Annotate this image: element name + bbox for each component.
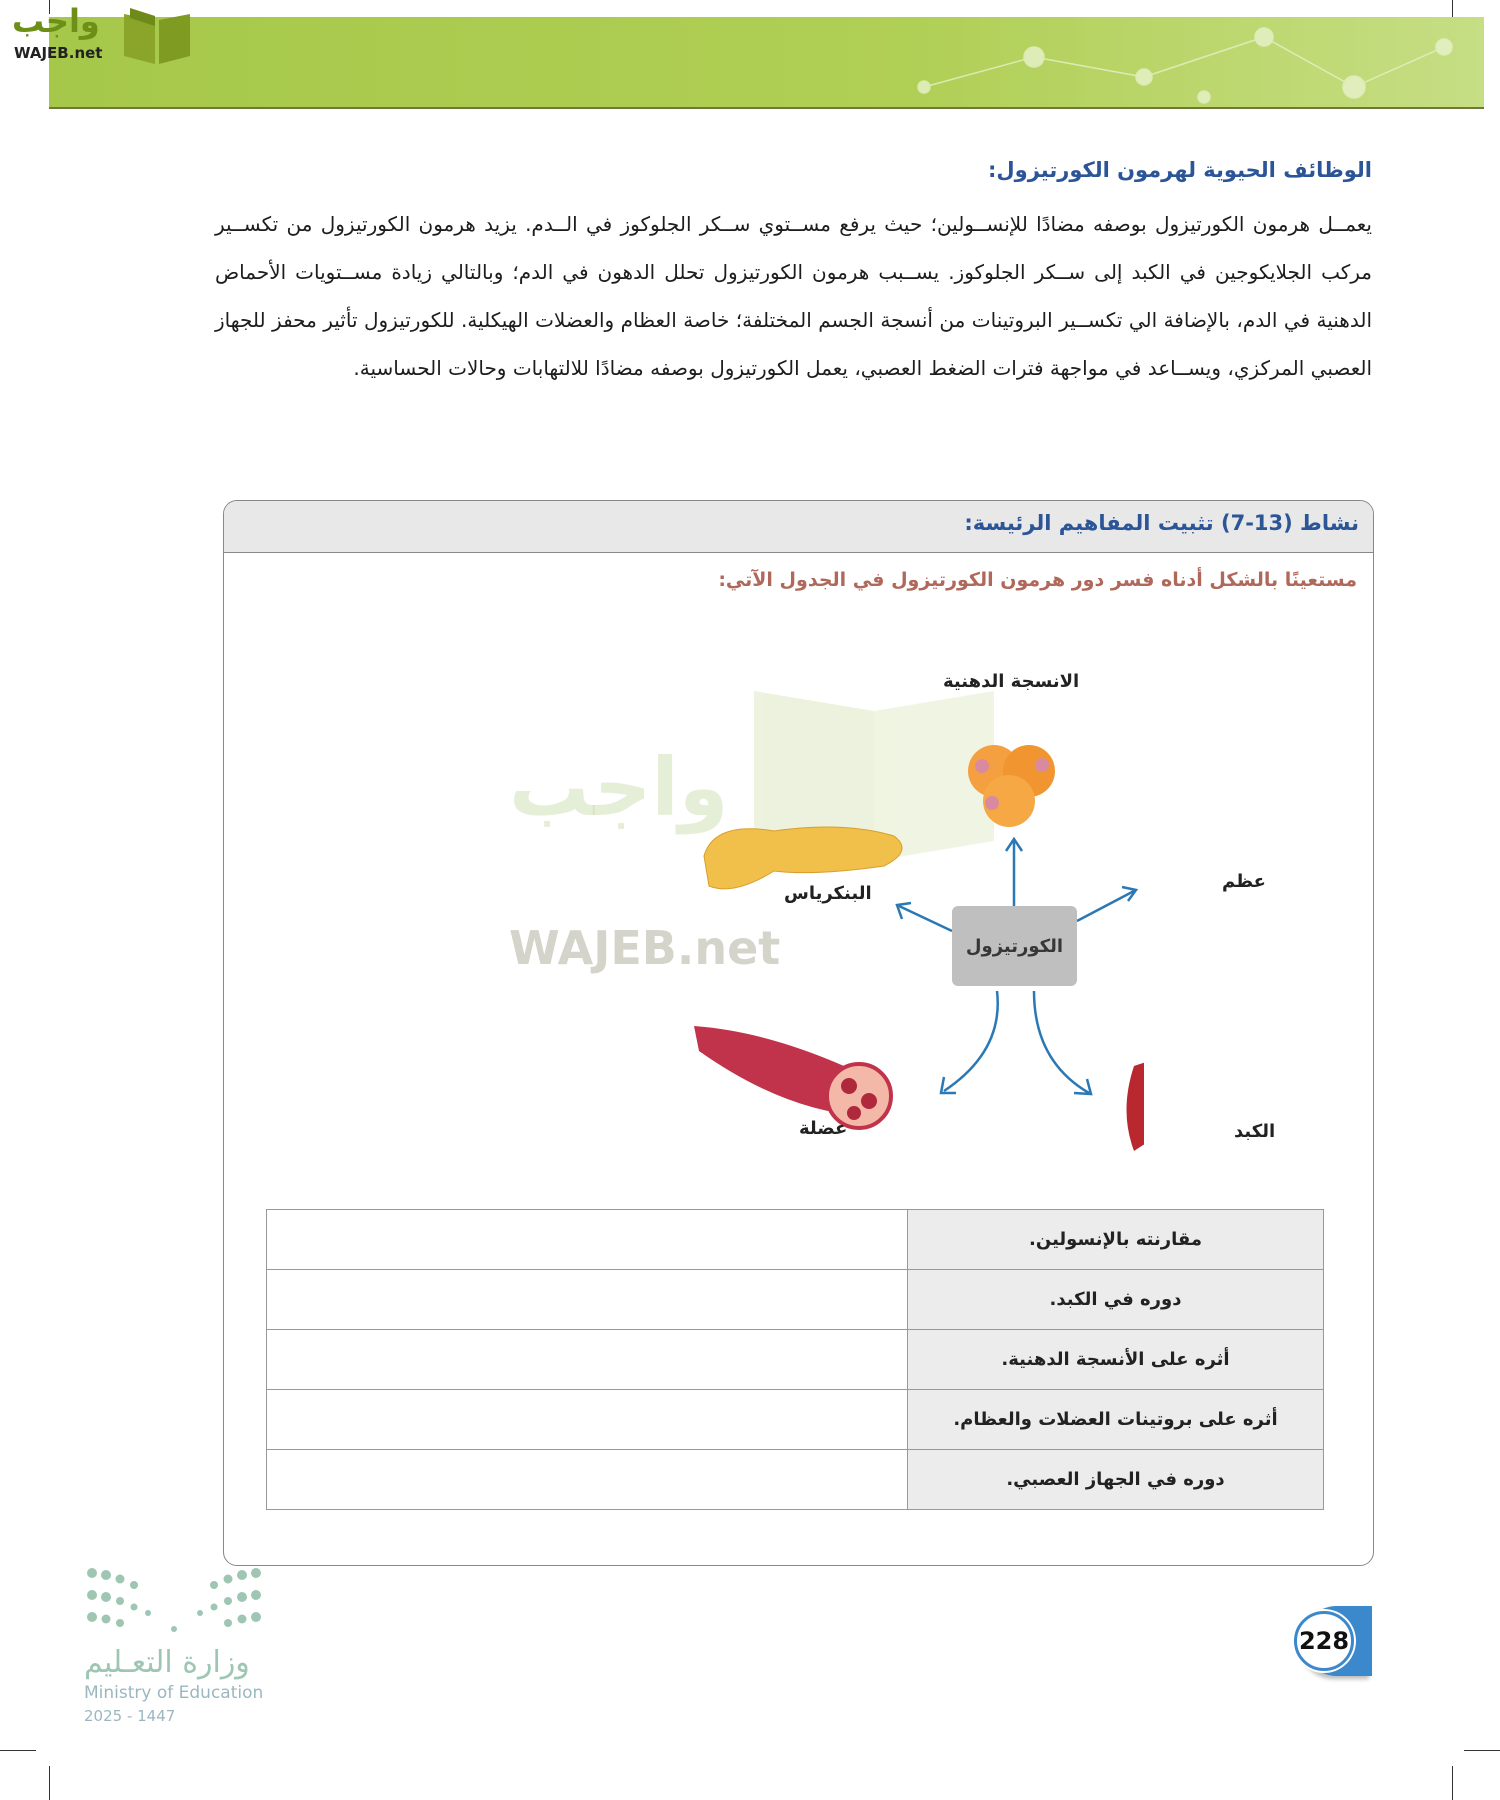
ministry-year: 2025 - 1447 xyxy=(84,1707,176,1725)
ministry-arabic: وزارة التعـليم xyxy=(84,1645,250,1680)
answer-cell[interactable] xyxy=(267,1270,908,1330)
ministry-english: Ministry of Education xyxy=(84,1683,264,1703)
activity-box xyxy=(223,500,1374,1566)
question-cell: أثره على بروتينات العضلات والعظام. xyxy=(908,1390,1324,1450)
ministry-logo xyxy=(84,1565,274,1725)
header-band xyxy=(49,17,1484,109)
page-number-badge xyxy=(1282,1602,1372,1682)
table-row xyxy=(267,1390,1324,1450)
question-cell: أثره على الأنسجة الدهنية. xyxy=(908,1330,1324,1390)
page-number: 228 xyxy=(1294,1611,1354,1671)
question-cell: دوره في الجهاز العصبي. xyxy=(908,1450,1324,1510)
arrow-muscle xyxy=(944,991,998,1091)
section-title: الوظائف الحيوية لهرمون الكورتيزول: xyxy=(988,158,1372,182)
muscle-image xyxy=(694,1026,891,1128)
pancreas-image xyxy=(704,827,902,889)
answer-table xyxy=(266,1209,1324,1510)
label-liver: الكبد xyxy=(1234,1121,1276,1142)
answer-cell[interactable] xyxy=(267,1390,908,1450)
crop-mark xyxy=(0,1750,36,1751)
book-icon xyxy=(120,6,194,66)
wajeb-logo xyxy=(8,2,193,68)
cortisol-diagram xyxy=(444,521,1276,1171)
label-bone: عظم xyxy=(1222,871,1266,892)
watermark-latin: WAJEB.net xyxy=(509,921,781,975)
answer-cell[interactable] xyxy=(267,1450,908,1510)
ministry-dots-icon xyxy=(84,1565,264,1635)
molecule-pattern xyxy=(884,17,1484,109)
arrow-pancreas xyxy=(899,906,952,931)
watermark-arabic: واجب xyxy=(509,741,729,834)
answer-cell[interactable] xyxy=(267,1210,908,1270)
liver-image xyxy=(1127,1055,1145,1151)
arrow-bone xyxy=(1077,891,1134,921)
activity-title: نشاط (13-7) تثبيت المفاهيم الرئيسة: xyxy=(224,501,1373,553)
logo-arabic: واجب xyxy=(12,2,100,40)
center-cortisol-box: الكورتيزول xyxy=(952,906,1077,986)
table-row xyxy=(267,1270,1324,1330)
question-cell: دوره في الكبد. xyxy=(908,1270,1324,1330)
crop-mark xyxy=(1452,1766,1453,1800)
label-pancreas: البنكرياس xyxy=(784,883,872,904)
question-cell: مقارنته بالإنسولين. xyxy=(908,1210,1324,1270)
logo-latin: WAJEB.net xyxy=(14,44,103,62)
answer-cell[interactable] xyxy=(267,1330,908,1390)
crop-mark xyxy=(1464,1750,1500,1751)
table-row xyxy=(267,1450,1324,1510)
arrow-liver xyxy=(1034,991,1089,1093)
label-muscle: عضلة xyxy=(799,1118,848,1139)
table-row xyxy=(267,1210,1324,1270)
table-row xyxy=(267,1330,1324,1390)
crop-mark xyxy=(49,1766,50,1800)
label-fat-tissue: الانسجة الدهنية xyxy=(943,671,1080,692)
body-paragraph: يعمــل هرمون الكورتيزول بوصفه مضادًا للإنســولين؛ حيث يرفع مســتوي ســكر الجلوكوز في الــدم. يزيد هرمون الكورتيزول من تكســير مركب الجلايكوجين في الكبد إلى ســكر الجلوكوز. يســبب هرمون الكورتيزول تحلل الدهون في الدم؛ وبالتالي زيادة مســتويات الأحماض الدهنية في الدم، بالإضافة الي تكســير البروتينات من أنسجة الجسم المختلفة؛ خاصة العظام والعضلات الهيكلية. للكورتيزول تأثير محفز للجهاز العصبي المركزي، ويســاعد في مواجهة فترات الضغط العصبي، يعمل الكورتيزول بوصفه مضادًا للالتهابات وحالات الحساسية. xyxy=(215,212,1372,380)
activity-instruction: مستعينًا بالشكل أدناه فسر دور هرمون الكورتيزول في الجدول الآتي: xyxy=(718,569,1357,591)
